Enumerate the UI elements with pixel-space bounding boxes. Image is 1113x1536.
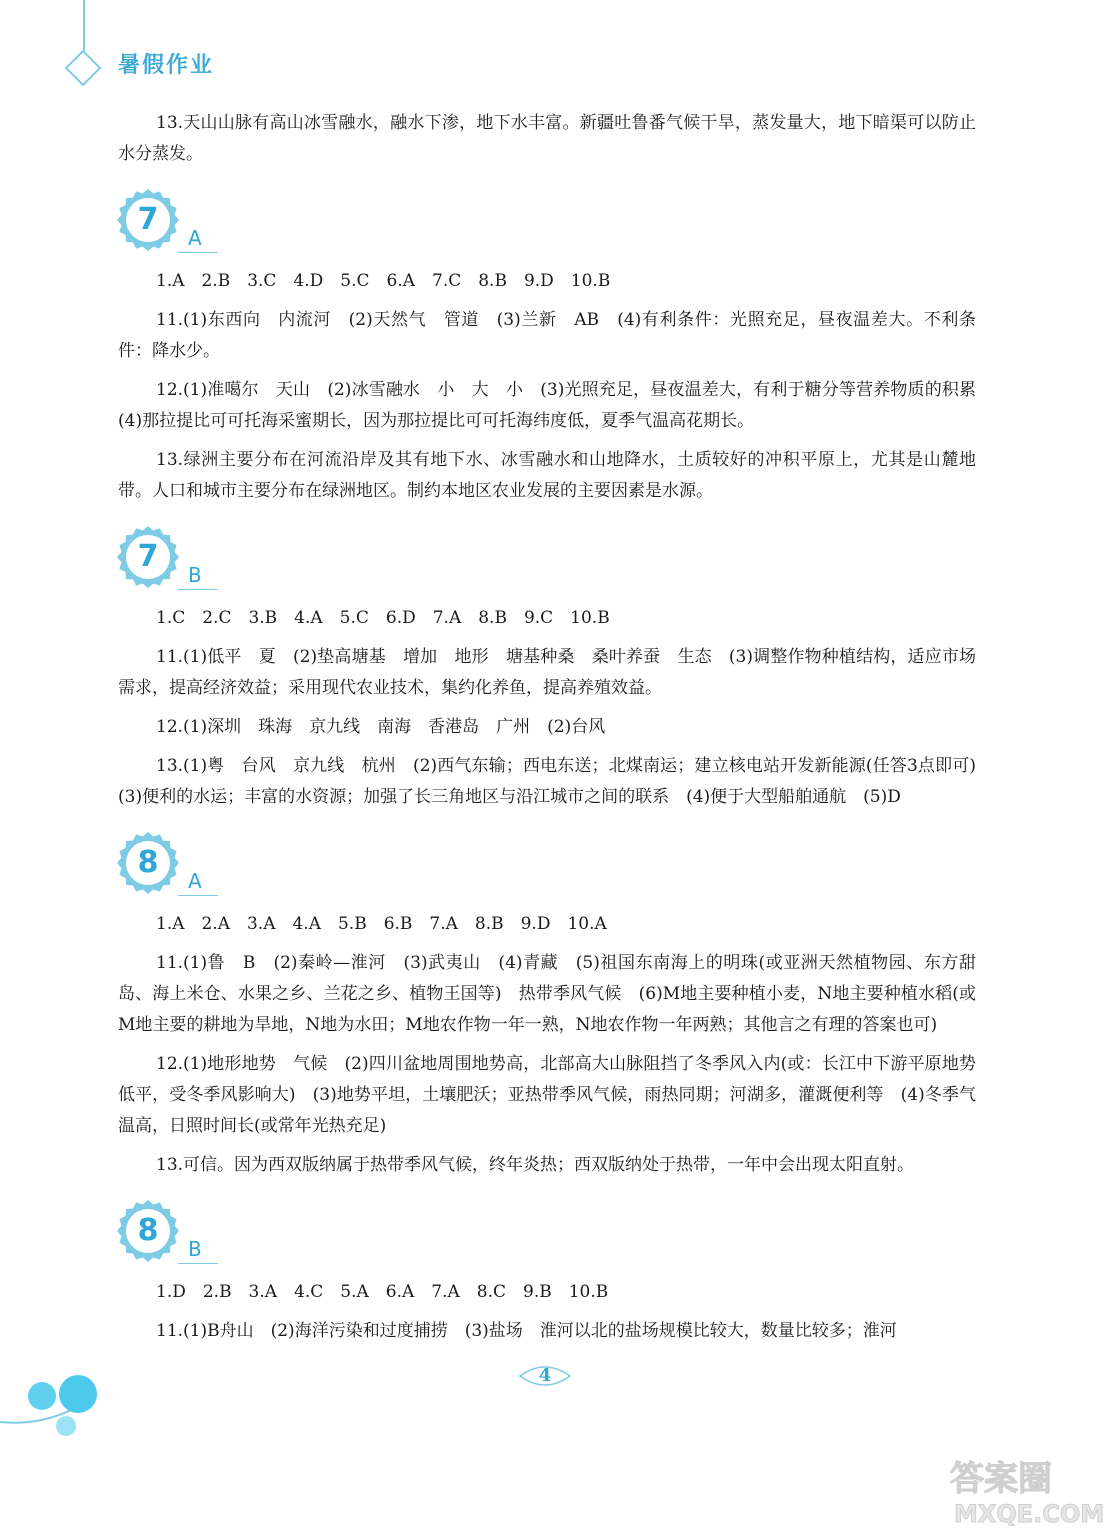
badge-letter: A [188,869,202,893]
answer-paragraph: 13.可信。因为西双版纳属于热带季风气候，终年炎热；西双版纳处于热带，一年中会出现太阳直射。 [156,1155,915,1175]
section-badge [116,1195,976,1271]
choice-answers-line: 1.A 2.A 3.A 4.A 5.B 6.B 7.A 8.B 9.D 10.A [156,914,607,934]
badge-underline [178,252,218,253]
badge-underline [178,1263,218,1264]
answer-paragraph: 12.(1)地形地势 气候 (2)四川盆地周围地势高，北部高大山脉阻挡了冬季风入内(或：长江中下游平原地势低平，受冬季风影响大) (3)地势平坦，土壤肥沃；亚热带季风气候，雨热同期；河湖多，灌溉便利等 (4)冬季气温高，日照时间长(或常年光热充足) [118,1054,976,1136]
answer-paragraph: 11.(1)东西向 内流河 (2)天然气 管道 (3)兰新 AB (4)有利条件：光照充足，昼夜温差大。不利条件：降水少。 [118,310,976,361]
page-number: 4 [538,1365,552,1386]
choice-answers-line: 1.D 2.B 3.A 4.C 5.A 6.A 7.A 8.C 9.B 10.B [156,1282,609,1302]
answer-paragraph: 12.(1)准噶尔 天山 (2)冰雪融水 小 大 小 (3)光照充足，昼夜温差大，有利于糖分等营养物质的积累 (4)那拉提比可可托海采蜜期长，因为那拉提比可可托海纬度低，夏季气温高花期长。 [118,380,993,431]
answer-paragraph: 12.(1)深圳 珠海 京九线 南海 香港岛 广州 (2)台风 [156,717,606,737]
choice-answers-line: 1.C 2.C 3.B 4.A 5.C 6.D 7.A 8.B 9.C 10.B [156,608,610,628]
answer-paragraph: 13.绿洲主要分布在河流沿岸及其有地下水、冰雪融水和山地降水，土质较好的冲积平原上，尤其是山麓地带。人口和城市主要分布在绿洲地区。制约本地区农业发展的主要因素是水源。 [118,450,976,501]
badge-letter: A [188,226,202,250]
badge-letter: B [188,563,202,587]
header-diamond-icon [65,50,102,87]
badge-number: 8 [137,1213,159,1248]
section-badge [116,827,976,903]
badge-underline [178,895,218,896]
answer-paragraph: 13.天山山脉有高山冰雪融水，融水下渗，地下水丰富。新疆吐鲁番气候干旱，蒸发量大，地下暗渠可以防止水分蒸发。 [118,113,976,164]
section-badge [116,184,976,260]
footer-bubbles-decoration [0,1360,130,1450]
choice-answers-line: 1.A 2.B 3.C 4.D 5.C 6.A 7.C 8.B 9.D 10.B [156,271,611,291]
watermark-logo [940,1450,1110,1530]
answer-paragraph: 11.(1)低平 夏 (2)垫高塘基 增加 地形 塘基种桑 桑叶养蚕 生态 (3)调整作物种植结构，适应市场需求，提高经济效益；采用现代农业技术，集约化养鱼，提高养殖效益。 [118,647,976,698]
answer-paragraph: 11.(1)B舟山 (2)海洋污染和过度捕捞 (3)盐场 淮河以北的盐场规模比较大，数量比较多；淮河 [156,1321,897,1341]
badge-letter: B [188,1237,202,1261]
svg-text:MXQE.COM: MXQE.COM [954,1500,1105,1528]
answer-paragraph: 13.(1)粤 台风 京九线 杭州 (2)西气东输；西电东送；北煤南运；建立核电站开发新能源(任答3点即可) (3)便利的水运；丰富的水资源；加强了长三角地区与沿江城市之间的联系 (4)便于大型船舶通航 (5)D [118,756,993,807]
page-number-badge [516,1360,574,1392]
badge-number: 7 [137,539,159,574]
badge-underline [178,589,218,590]
header-title: 暑假作业 [118,53,215,78]
answer-content [118,108,993,1355]
badge-number: 7 [137,202,159,237]
svg-text:答案圈: 答案圈 [950,1459,1052,1499]
answer-paragraph: 11.(1)鲁 B (2)秦岭—淮河 (3)武夷山 (4)青藏 (5)祖国东南海上的明珠(或亚洲天然植物园、东方甜岛、海上米仓、水果之乡、兰花之乡、植物王国等) 热带季风气候 (6)M地主要种植小麦，N地主要种植水稻(或M地主要的耕地为旱地，N地为水田；M地农作物一年一熟，N地农作物一年两熟；其他言之有理的答案也可) [118,953,976,1035]
badge-number: 8 [137,845,159,880]
section-badge [116,521,976,597]
